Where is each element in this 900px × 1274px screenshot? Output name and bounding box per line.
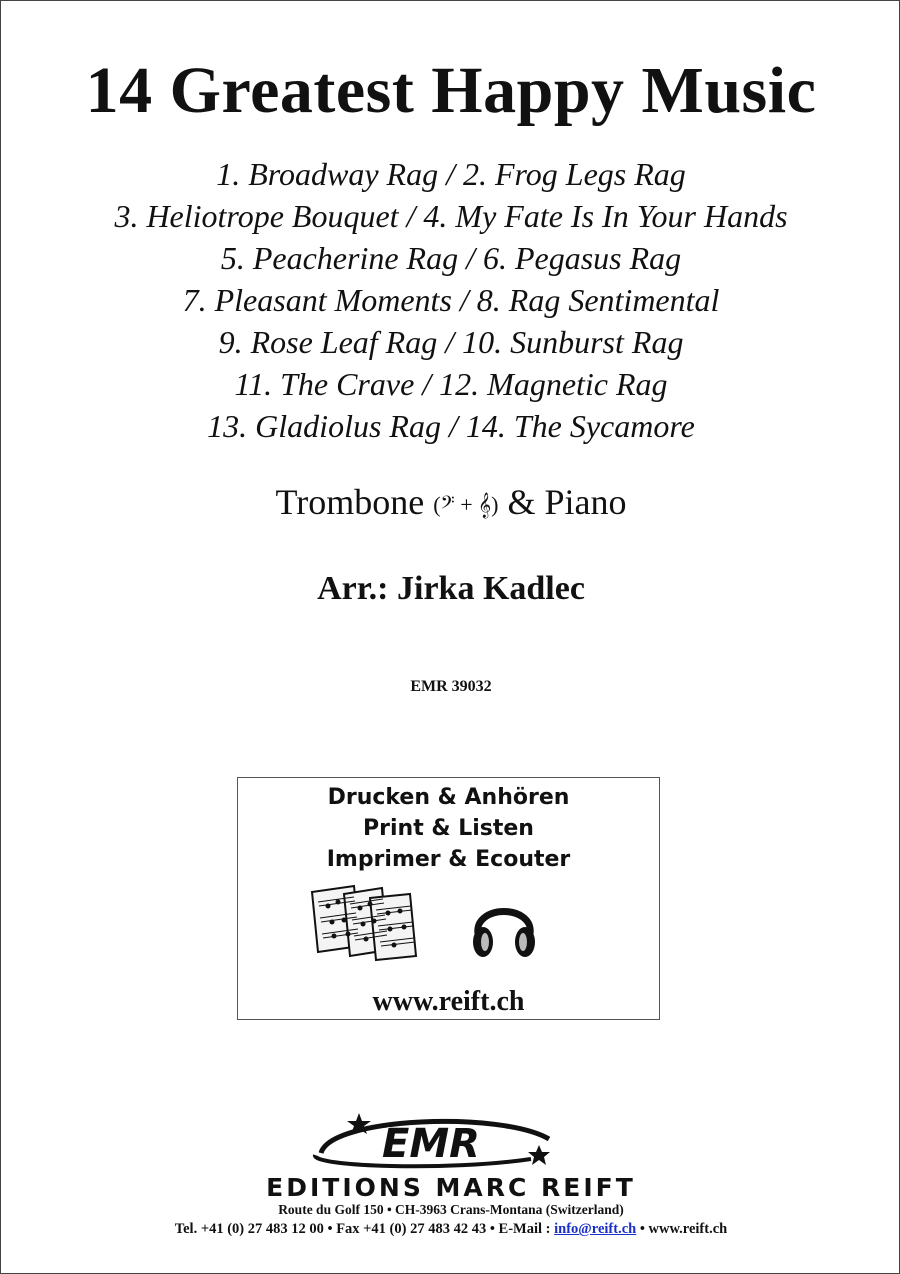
song-line: 1. Broadway Rag / 2. Frog Legs Rag xyxy=(216,156,686,192)
print-listen-box[interactable] xyxy=(237,777,660,1020)
instrument-accompaniment: & Piano xyxy=(507,482,627,522)
publisher-contact xyxy=(1,1220,900,1238)
headphones-icon xyxy=(468,890,540,962)
song-line: 5. Peacherine Rag / 6. Pegasus Rag xyxy=(220,240,682,276)
sheet-music-icon xyxy=(308,884,420,962)
print-listen-line-fr: Imprimer & Ecouter xyxy=(326,847,571,872)
catalog-code: EMR 39032 xyxy=(410,678,492,695)
publisher-name: EDITIONS MARC REIFT xyxy=(266,1173,636,1202)
contact-website[interactable]: • www.reift.ch xyxy=(639,1221,728,1237)
print-listen-text xyxy=(238,782,659,875)
print-listen-line-de: Drucken & Anhören xyxy=(327,785,570,810)
song-line: 7. Pleasant Moments / 8. Rag Sentimental xyxy=(182,282,720,318)
page-title: 14 Greatest Happy Music xyxy=(85,54,817,127)
publisher-address: Route du Golf 150 • CH-3963 Crans-Montana (Switzerland) xyxy=(278,1202,624,1217)
instrument-name: Trombone xyxy=(275,482,425,522)
print-listen-line-en: Print & Listen xyxy=(363,816,534,841)
emr-logo xyxy=(301,1109,571,1173)
song-line: 3. Heliotrope Bouquet / 4. My Fate Is In Your Hands xyxy=(114,198,788,234)
arranger: Arr.: Jirka Kadlec xyxy=(317,570,585,607)
song-line: 11. The Crave / 12. Magnetic Rag xyxy=(234,366,668,402)
print-listen-url[interactable]: www.reift.ch xyxy=(372,986,525,1017)
song-list xyxy=(1,153,900,447)
contact-phone-fax: Tel. +41 (0) 27 483 12 00 • Fax +41 (0) 27 483 42 43 • E-Mail : xyxy=(174,1221,551,1237)
email-link[interactable]: info@reift.ch xyxy=(554,1221,637,1237)
song-line: 13. Gladiolus Rag / 14. The Sycamore xyxy=(207,408,695,444)
clef-icon: (𝄢 + 𝄞) xyxy=(433,492,499,517)
instrumentation xyxy=(1,479,900,528)
song-line: 9. Rose Leaf Rag / 10. Sunburst Rag xyxy=(218,324,684,360)
logo-text: EMR xyxy=(382,1121,480,1167)
